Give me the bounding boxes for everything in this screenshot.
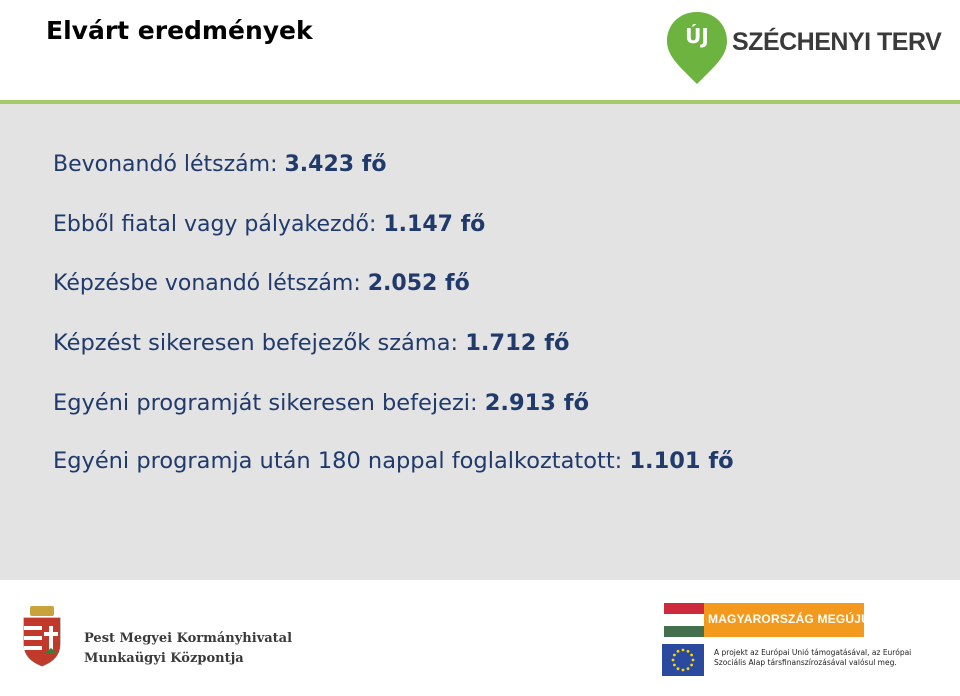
office-line-1: Pest Megyei Kormányhivatal: [84, 631, 293, 646]
eu-funding-notice: [662, 644, 910, 680]
result-value: 1.712 fő: [465, 330, 570, 356]
result-label: Egyéni programja után 180 nappal foglalkoztatott:: [53, 448, 630, 474]
result-value: 2.052 fő: [367, 271, 470, 296]
map-pin-icon: [664, 10, 730, 86]
result-value: 2.913 fő: [484, 390, 590, 416]
hungarian-flag-icon: [664, 603, 704, 637]
result-label: Ebből fiatal vagy pályakezdő:: [53, 212, 384, 237]
result-item: [53, 152, 386, 177]
hungarian-coat-of-arms-icon: [20, 604, 64, 668]
result-label: Képzést sikeresen befejezők száma:: [53, 330, 466, 356]
header: [0, 0, 960, 100]
result-label: Egyéni programját sikeresen befejezi:: [53, 390, 485, 416]
result-item: [53, 212, 485, 237]
eu-funding-text: A projekt az Európai Unió támogatásával, az Európai Szociális Alap társfinanszírozásával valósul meg.: [714, 648, 912, 667]
page-title: Elvárt eredmények: [46, 16, 313, 45]
logo-wordmark: SZÉCHENYI TERV: [732, 28, 942, 56]
results-panel: [0, 104, 960, 580]
footer: [0, 580, 960, 696]
result-label: Bevonandó létszám:: [53, 152, 285, 177]
szechenyi-terv-logo: [664, 10, 942, 88]
result-item: [53, 330, 569, 356]
result-item: [53, 271, 470, 296]
result-value: 3.423 fő: [284, 152, 387, 177]
banner-text: MAGYARORSZÁG MEGÚJUL: [708, 612, 878, 626]
result-value: 1.147 fő: [383, 212, 486, 237]
office-name: [84, 629, 292, 669]
logo-uj-text: ÚJ: [685, 24, 709, 48]
office-line-2: Munkaügyi Központja: [84, 651, 244, 666]
result-label: Képzésbe vonandó létszám:: [53, 271, 368, 296]
result-item: [53, 390, 589, 416]
eu-flag-icon: [662, 644, 704, 676]
result-item: [53, 448, 734, 474]
result-value: 1.101 fő: [629, 448, 734, 474]
magyarorszag-megujul-logo: [664, 603, 878, 637]
